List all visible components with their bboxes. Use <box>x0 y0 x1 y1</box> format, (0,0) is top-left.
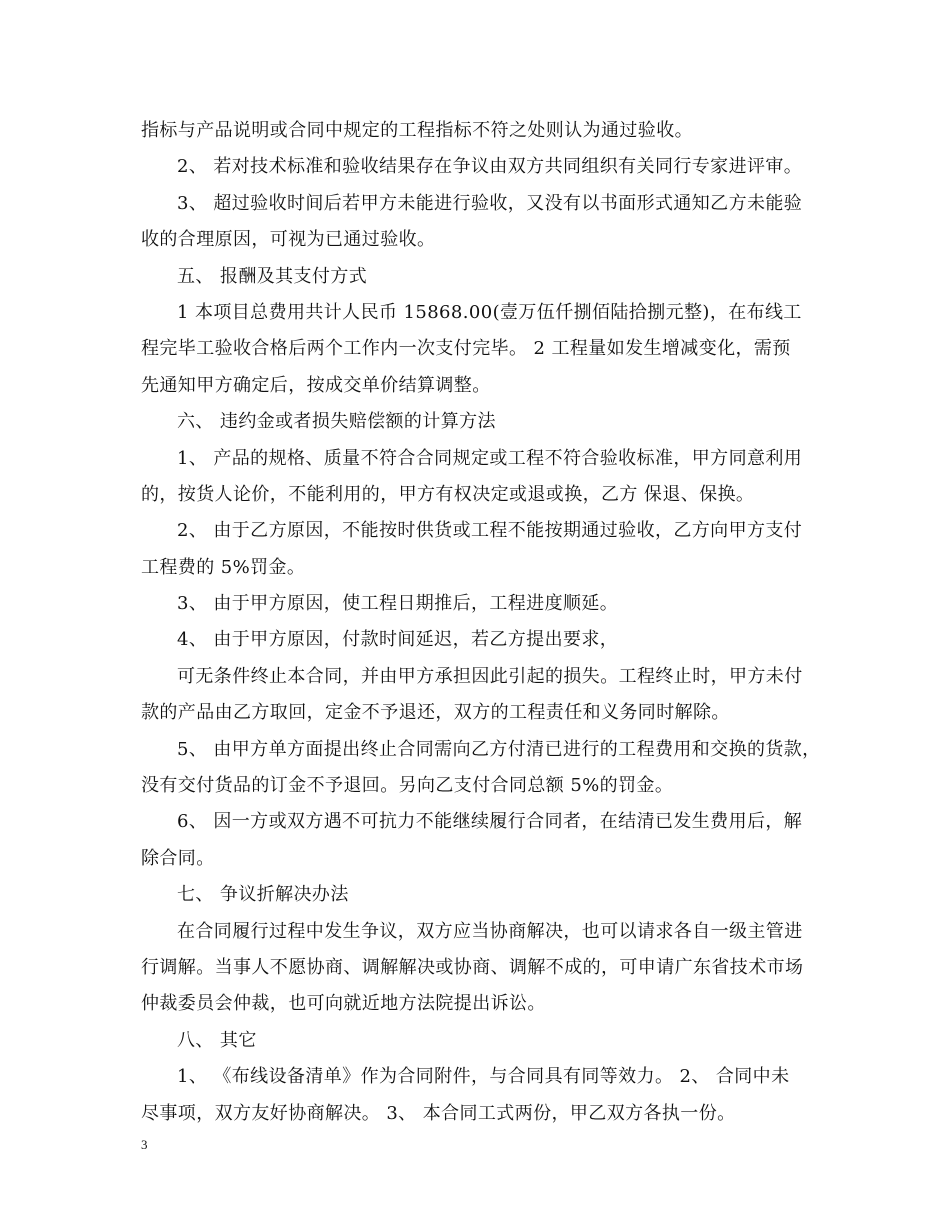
text-line: 没有交付货品的订金不予退回。另向乙支付合同总额 5%的罚金。 <box>141 775 674 797</box>
text-line: 的，按货人论价，不能利用的，甲方有权决定或退或换，乙方 保退、保换。 <box>141 483 755 505</box>
text-line: 仲裁委员会仲裁，也可向就近地方法院提出诉讼。 <box>141 993 546 1015</box>
page-number: 3 <box>141 1137 148 1152</box>
text-line: 行调解。当事人不愿协商、调解解决或协商、调解不成的，可申请广东省技术市场 <box>141 956 804 978</box>
section-heading: 五、 报酬及其支付方式 <box>177 265 368 287</box>
text-line: 1 本项目总费用共计人民币 15868.00(壹万伍仟捌佰陆拾捌元整)，在布线工 <box>177 301 802 323</box>
text-line: 2、 由于乙方原因，不能按时供货或工程不能按期通过验收，乙方向甲方支付 <box>177 520 803 542</box>
document-body <box>141 113 821 1132</box>
text-line: 在合同履行过程中发生争议，双方应当协商解决，也可以请求各自一级主管进 <box>177 920 803 942</box>
text-line: 收的合理原因，可视为已通过验收。 <box>141 229 436 251</box>
text-line: 6、 因一方或双方遇不可抗力不能继续履行合同者，在结清已发生费用后，解 <box>177 811 803 833</box>
text-line: 款的产品由乙方取回，定金不予退还，双方的工程责任和义务同时解除。 <box>141 702 730 724</box>
section-heading: 六、 违约金或者损失赔偿额的计算方法 <box>177 411 496 433</box>
text-line: 工程费的 5%罚金。 <box>141 556 306 578</box>
section-heading: 八、 其它 <box>177 1029 257 1051</box>
section-heading: 七、 争议折解决办法 <box>177 884 349 906</box>
text-line: 可无条件终止本合同，并由甲方承担因此引起的损失。工程终止时，甲方未付 <box>177 665 803 687</box>
text-line: 4、 由于甲方原因，付款时间延迟，若乙方提出要求， <box>177 629 619 651</box>
text-line: 2、 若对技术标准和验收结果存在争议由双方共同组织有关同行专家进评审。 <box>177 156 803 178</box>
text-line: 尽事项，双方友好协商解决。 3、 本合同工式两份，甲乙双方各执一份。 <box>141 1102 736 1124</box>
text-line: 除合同。 <box>141 847 215 869</box>
text-line: 指标与产品说明或合同中规定的工程指标不符之处则认为通过验收。 <box>141 120 693 141</box>
text-line: 1、 产品的规格、质量不符合合同规定或工程不符合验收标准，甲方同意利用 <box>177 447 803 469</box>
text-line: 1、 《布线设备清单》作为合同附件，与合同具有同等效力。 2、 合同中未 <box>177 1066 790 1088</box>
text-line: 先通知甲方确定后，按成交单价结算调整。 <box>141 374 491 396</box>
text-line: 3、 由于甲方原因，使工程日期推后，工程进度顺延。 <box>177 593 619 615</box>
text-line: 程完毕工验收合格后两个工作内一次支付完毕。 2 工程量如发生增减变化，需预 <box>141 338 791 360</box>
text-line: 3、 超过验收时间后若甲方未能进行验收，又没有以书面形式通知乙方未能验 <box>177 192 803 214</box>
text-line: 5、 由甲方单方面提出终止合同需向乙方付清已进行的工程费用和交换的货款， <box>177 738 821 760</box>
